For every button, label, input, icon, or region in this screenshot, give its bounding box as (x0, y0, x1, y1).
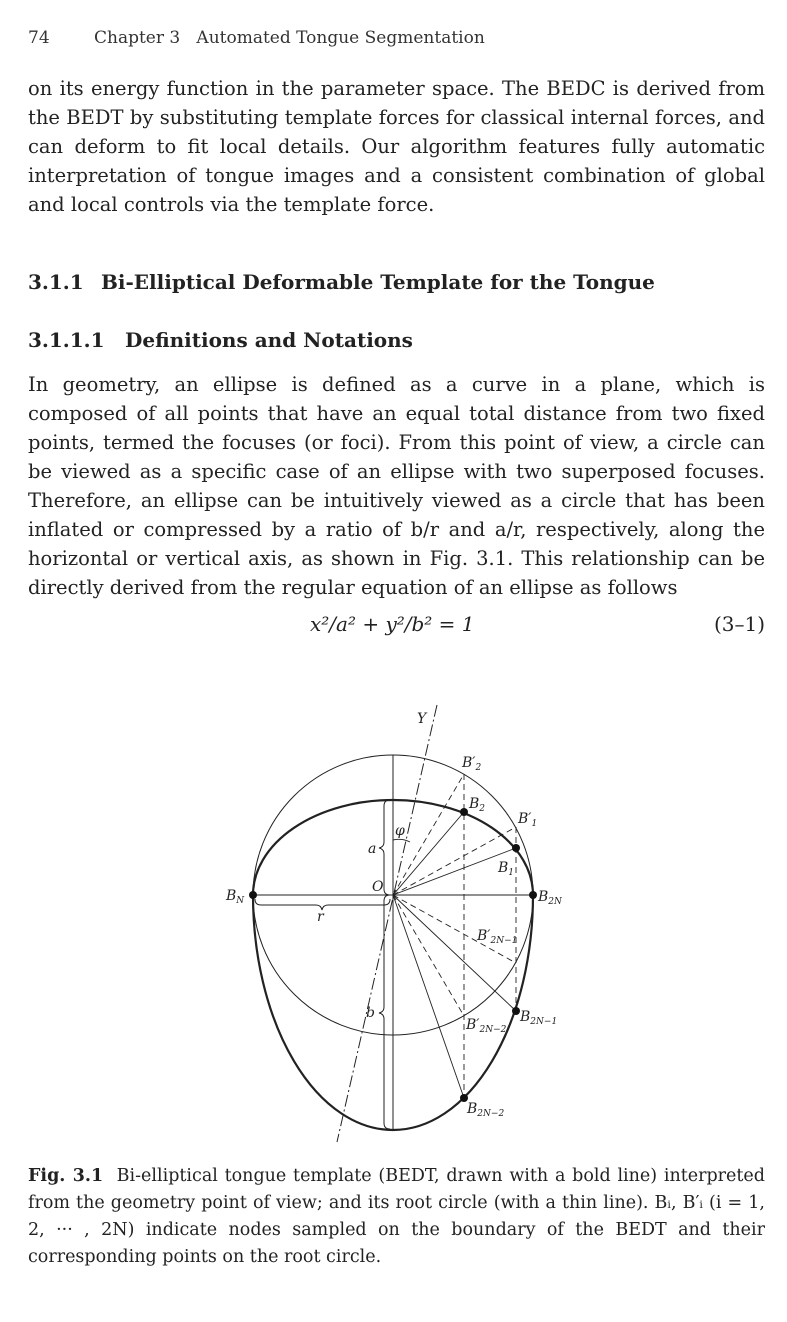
equation-tag: (3–1) (713, 612, 765, 636)
figure-3-1-diagram (200, 690, 600, 1150)
label-B2-prime: $B'_2$ (462, 755, 482, 773)
brace-b (379, 895, 390, 1129)
label-Y: Y (417, 711, 427, 727)
section-number: 3.1.1 (28, 270, 84, 294)
label-B1-prime: $B'_1$ (518, 811, 538, 829)
intro-paragraph: on its energy function in the parameter space. The BEDC is derived from the BEDT by substituting template forces for classical internal forces, and can deform to fit local details. Our algorithm features fully automatic interpretation of tongue images and a consistent combination of global and local controls via the template force. (28, 77, 765, 216)
subsection-heading (28, 328, 413, 352)
subsection-title: Definitions and Notations (125, 328, 413, 352)
section-heading (28, 270, 655, 294)
label-phi: φ (395, 823, 405, 839)
caption-label: Fig. 3.1 (28, 1166, 104, 1186)
page-number: 74 (28, 28, 50, 48)
caption-text: Bi-elliptical tongue template (BEDT, drawn with a bold line) interpreted from the geometry point of view; and its root circle (with a thin line). Bᵢ, B′ᵢ (i = 1, 2, ··· , 2N) indicate nodes sampled on the boundary of the BEDT and their corresponding points on the root circle. (28, 1166, 765, 1267)
subsection-number: 3.1.1.1 (28, 328, 105, 352)
label-B2N: $B_{2N}$ (538, 889, 562, 907)
label-B2N-2: $B_{2N-2}$ (467, 1101, 505, 1119)
label-B2N-1-prime: $B'_{2N-1}$ (477, 928, 518, 946)
label-BN: $B_N$ (226, 888, 245, 906)
running-title: Chapter 3 Automated Tongue Segmentation (94, 28, 485, 48)
label-b: b (366, 1005, 375, 1021)
label-a: a (368, 841, 377, 857)
label-O: O (372, 879, 384, 895)
label-B2N-1: $B_{2N-1}$ (520, 1009, 558, 1027)
label-B2N-2-prime: $B'_{2N-2}$ (466, 1017, 507, 1035)
label-B2: $B_2$ (469, 796, 486, 814)
running-header (28, 28, 485, 48)
body-paragraph: In geometry, an ellipse is defined as a curve in a plane, which is composed of all points that have an equal total distance from two fixed points, termed the focuses (or foci). From this point of view, a circle can be viewed as a specific case of an ellipse with two superposed focuses. Therefore, an ellipse can be intuitively viewed as a circle that has been inflated or compressed by a ratio of b/r and a/r, respectively, along the horizontal or vertical axis, as shown in Fig. 3.1. This relationship can be directly derived from the regular equation of an ellipse as follows (28, 373, 765, 599)
label-B1: $B_1$ (498, 860, 515, 878)
figure-caption (28, 1163, 765, 1271)
y-axis-tilted (337, 705, 437, 1142)
equation-3-1 (28, 612, 765, 642)
equation-body: x²/a² + y²/b² = 1 (310, 612, 475, 636)
phi-arc (393, 839, 410, 842)
label-r: r (317, 909, 324, 925)
section-title: Bi-Elliptical Deformable Template for the Tongue (101, 270, 655, 294)
